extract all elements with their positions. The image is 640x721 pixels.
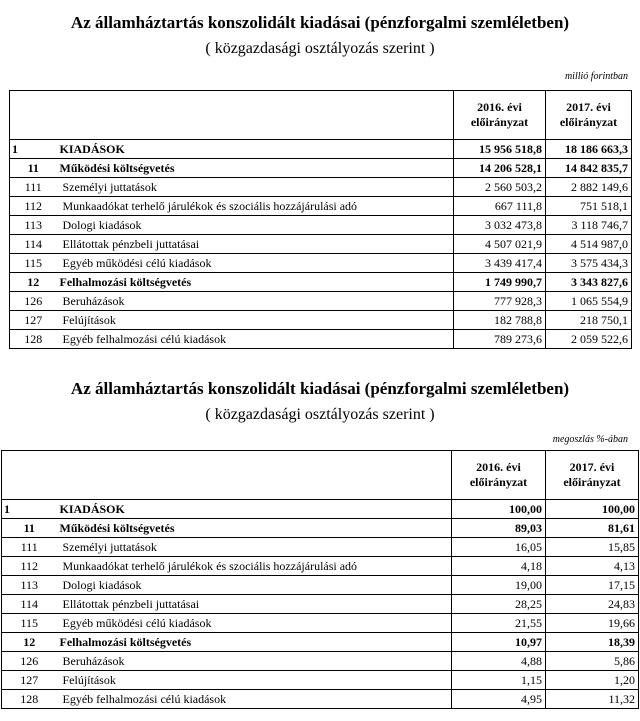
row-value-2017: 18,39 xyxy=(546,633,639,652)
row-code: 11 xyxy=(2,519,57,538)
table2-subtitle: ( közgazdasági osztályozás szerint ) xyxy=(205,406,435,423)
row-value-2017: 100,00 xyxy=(546,500,639,519)
table-row xyxy=(10,311,632,330)
row-value-2016: 16,05 xyxy=(452,538,546,557)
row-value-2016: 10,97 xyxy=(452,633,546,652)
row-value-2016: 15 956 518,8 xyxy=(454,140,546,159)
row-value-2017: 2 882 149,6 xyxy=(546,178,632,197)
table-row xyxy=(10,178,632,197)
table-row xyxy=(10,216,632,235)
header-2016: 2016. évi előirányzat xyxy=(452,451,546,500)
row-code: 111 xyxy=(10,178,57,197)
table-row xyxy=(2,538,639,557)
table1-subtitle: ( közgazdasági osztályozás szerint ) xyxy=(205,40,435,57)
table-row xyxy=(10,140,632,159)
row-name: Felújítások xyxy=(57,311,454,330)
table-row xyxy=(10,273,632,292)
row-code: 113 xyxy=(10,216,57,235)
row-name: Dologi kiadások xyxy=(57,576,452,595)
row-value-2016: 4 507 021,9 xyxy=(454,235,546,254)
row-value-2016: 14 206 528,1 xyxy=(454,159,546,178)
table2-unit-note: megoszlás %-ában xyxy=(552,434,628,445)
row-value-2016: 182 788,8 xyxy=(454,311,546,330)
row-code: 128 xyxy=(10,330,57,349)
header-2017: 2017. évi előirányzat xyxy=(546,91,632,140)
row-value-2016: 3 439 417,4 xyxy=(454,254,546,273)
row-name: Egyéb felhalmozási célú kiadások xyxy=(57,330,454,349)
table-row xyxy=(10,159,632,178)
header-blank-cell xyxy=(57,91,454,140)
row-value-2017: 19,66 xyxy=(546,614,639,633)
header-2017: 2017. évi előirányzat xyxy=(546,451,639,500)
row-name: Beruházások xyxy=(57,292,454,311)
table1-title: Az államháztartás konszolidált kiadásai (pénzforgalmi szemléletben) xyxy=(70,13,570,32)
row-name: Dologi kiadások xyxy=(57,216,454,235)
row-name: Egyéb működési célú kiadások xyxy=(57,254,454,273)
row-value-2017: 1,20 xyxy=(546,671,639,690)
row-value-2017: 3 118 746,7 xyxy=(546,216,632,235)
row-value-2016: 1 749 990,7 xyxy=(454,273,546,292)
row-value-2017: 18 186 663,3 xyxy=(546,140,632,159)
table-row xyxy=(10,330,632,349)
row-value-2016: 21,55 xyxy=(452,614,546,633)
row-value-2017: 218 750,1 xyxy=(546,311,632,330)
row-value-2017: 4,13 xyxy=(546,557,639,576)
row-name: Ellátottak pénzbeli juttatásai xyxy=(57,235,454,254)
table-row xyxy=(2,614,639,633)
row-value-2016: 28,25 xyxy=(452,595,546,614)
row-name: Munkaadókat terhelő járulékok és szociális hozzájárulási adó xyxy=(57,197,454,216)
table2-title: Az államháztartás konszolidált kiadásai (pénzforgalmi szemléletben) xyxy=(70,379,570,398)
row-code: 114 xyxy=(10,235,57,254)
row-value-2016: 1,15 xyxy=(452,671,546,690)
header-blank-cell xyxy=(10,91,57,140)
row-code: 1 xyxy=(2,500,57,519)
row-code: 1 xyxy=(10,140,57,159)
row-code: 126 xyxy=(2,652,57,671)
row-value-2017: 14 842 835,7 xyxy=(546,159,632,178)
row-name: KIADÁSOK xyxy=(57,500,452,519)
row-value-2016: 4,88 xyxy=(452,652,546,671)
row-name: Egyéb működési célú kiadások xyxy=(57,614,452,633)
row-value-2016: 19,00 xyxy=(452,576,546,595)
row-value-2017: 11,32 xyxy=(546,690,639,709)
row-name: Beruházások xyxy=(57,652,452,671)
row-code: 12 xyxy=(2,633,57,652)
row-value-2016: 89,03 xyxy=(452,519,546,538)
row-name: Egyéb felhalmozási célú kiadások xyxy=(57,690,452,709)
row-name: Személyi juttatások xyxy=(57,178,454,197)
table-row xyxy=(10,197,632,216)
row-code: 126 xyxy=(10,292,57,311)
table-row xyxy=(2,519,639,538)
row-code: 111 xyxy=(2,538,57,557)
table-row xyxy=(10,254,632,273)
row-code: 115 xyxy=(2,614,57,633)
table-row xyxy=(10,292,632,311)
table-row xyxy=(2,595,639,614)
row-code: 115 xyxy=(10,254,57,273)
row-value-2017: 3 343 827,6 xyxy=(546,273,632,292)
row-name: Működési költségvetés xyxy=(57,519,452,538)
row-code: 112 xyxy=(10,197,57,216)
table-row xyxy=(10,235,632,254)
row-code: 127 xyxy=(10,311,57,330)
row-value-2016: 3 032 473,8 xyxy=(454,216,546,235)
row-value-2017: 2 059 522,6 xyxy=(546,330,632,349)
row-value-2017: 1 065 554,9 xyxy=(546,292,632,311)
row-value-2017: 24,83 xyxy=(546,595,639,614)
row-name: Felújítások xyxy=(57,671,452,690)
table2 xyxy=(1,450,639,709)
row-name: KIADÁSOK xyxy=(57,140,454,159)
table-row xyxy=(2,652,639,671)
table-row xyxy=(2,557,639,576)
table1-header-row xyxy=(10,91,632,140)
table1-unit-note: millió forintban xyxy=(564,71,628,82)
row-value-2017: 4 514 987,0 xyxy=(546,235,632,254)
table-row xyxy=(2,671,639,690)
row-name: Felhalmozási költségvetés xyxy=(57,273,454,292)
row-code: 128 xyxy=(2,690,57,709)
row-code: 127 xyxy=(2,671,57,690)
row-name: Ellátottak pénzbeli juttatásai xyxy=(57,595,452,614)
row-code: 12 xyxy=(10,273,57,292)
row-value-2017: 15,85 xyxy=(546,538,639,557)
table2-header-row xyxy=(2,451,639,500)
row-value-2017: 17,15 xyxy=(546,576,639,595)
row-value-2017: 5,86 xyxy=(546,652,639,671)
row-code: 112 xyxy=(2,557,57,576)
table-row xyxy=(2,500,639,519)
row-code: 114 xyxy=(2,595,57,614)
row-value-2016: 4,95 xyxy=(452,690,546,709)
row-value-2016: 667 111,8 xyxy=(454,197,546,216)
row-name: Személyi juttatások xyxy=(57,538,452,557)
table-row xyxy=(2,576,639,595)
row-value-2016: 100,00 xyxy=(452,500,546,519)
row-value-2017: 751 518,1 xyxy=(546,197,632,216)
table1 xyxy=(9,90,632,349)
row-value-2016: 789 273,6 xyxy=(454,330,546,349)
row-name: Felhalmozási költségvetés xyxy=(57,633,452,652)
table-row xyxy=(2,633,639,652)
header-blank-cell xyxy=(57,451,452,500)
table-row xyxy=(2,690,639,709)
row-value-2016: 2 560 503,2 xyxy=(454,178,546,197)
row-name: Működési költségvetés xyxy=(57,159,454,178)
row-name: Munkaadókat terhelő járulékok és szociális hozzájárulási adó xyxy=(57,557,452,576)
header-blank-cell xyxy=(2,451,57,500)
row-value-2016: 4,18 xyxy=(452,557,546,576)
row-code: 11 xyxy=(10,159,57,178)
header-2016: 2016. évi előirányzat xyxy=(454,91,546,140)
row-value-2017: 81,61 xyxy=(546,519,639,538)
row-value-2016: 777 928,3 xyxy=(454,292,546,311)
row-value-2017: 3 575 434,3 xyxy=(546,254,632,273)
row-code: 113 xyxy=(2,576,57,595)
